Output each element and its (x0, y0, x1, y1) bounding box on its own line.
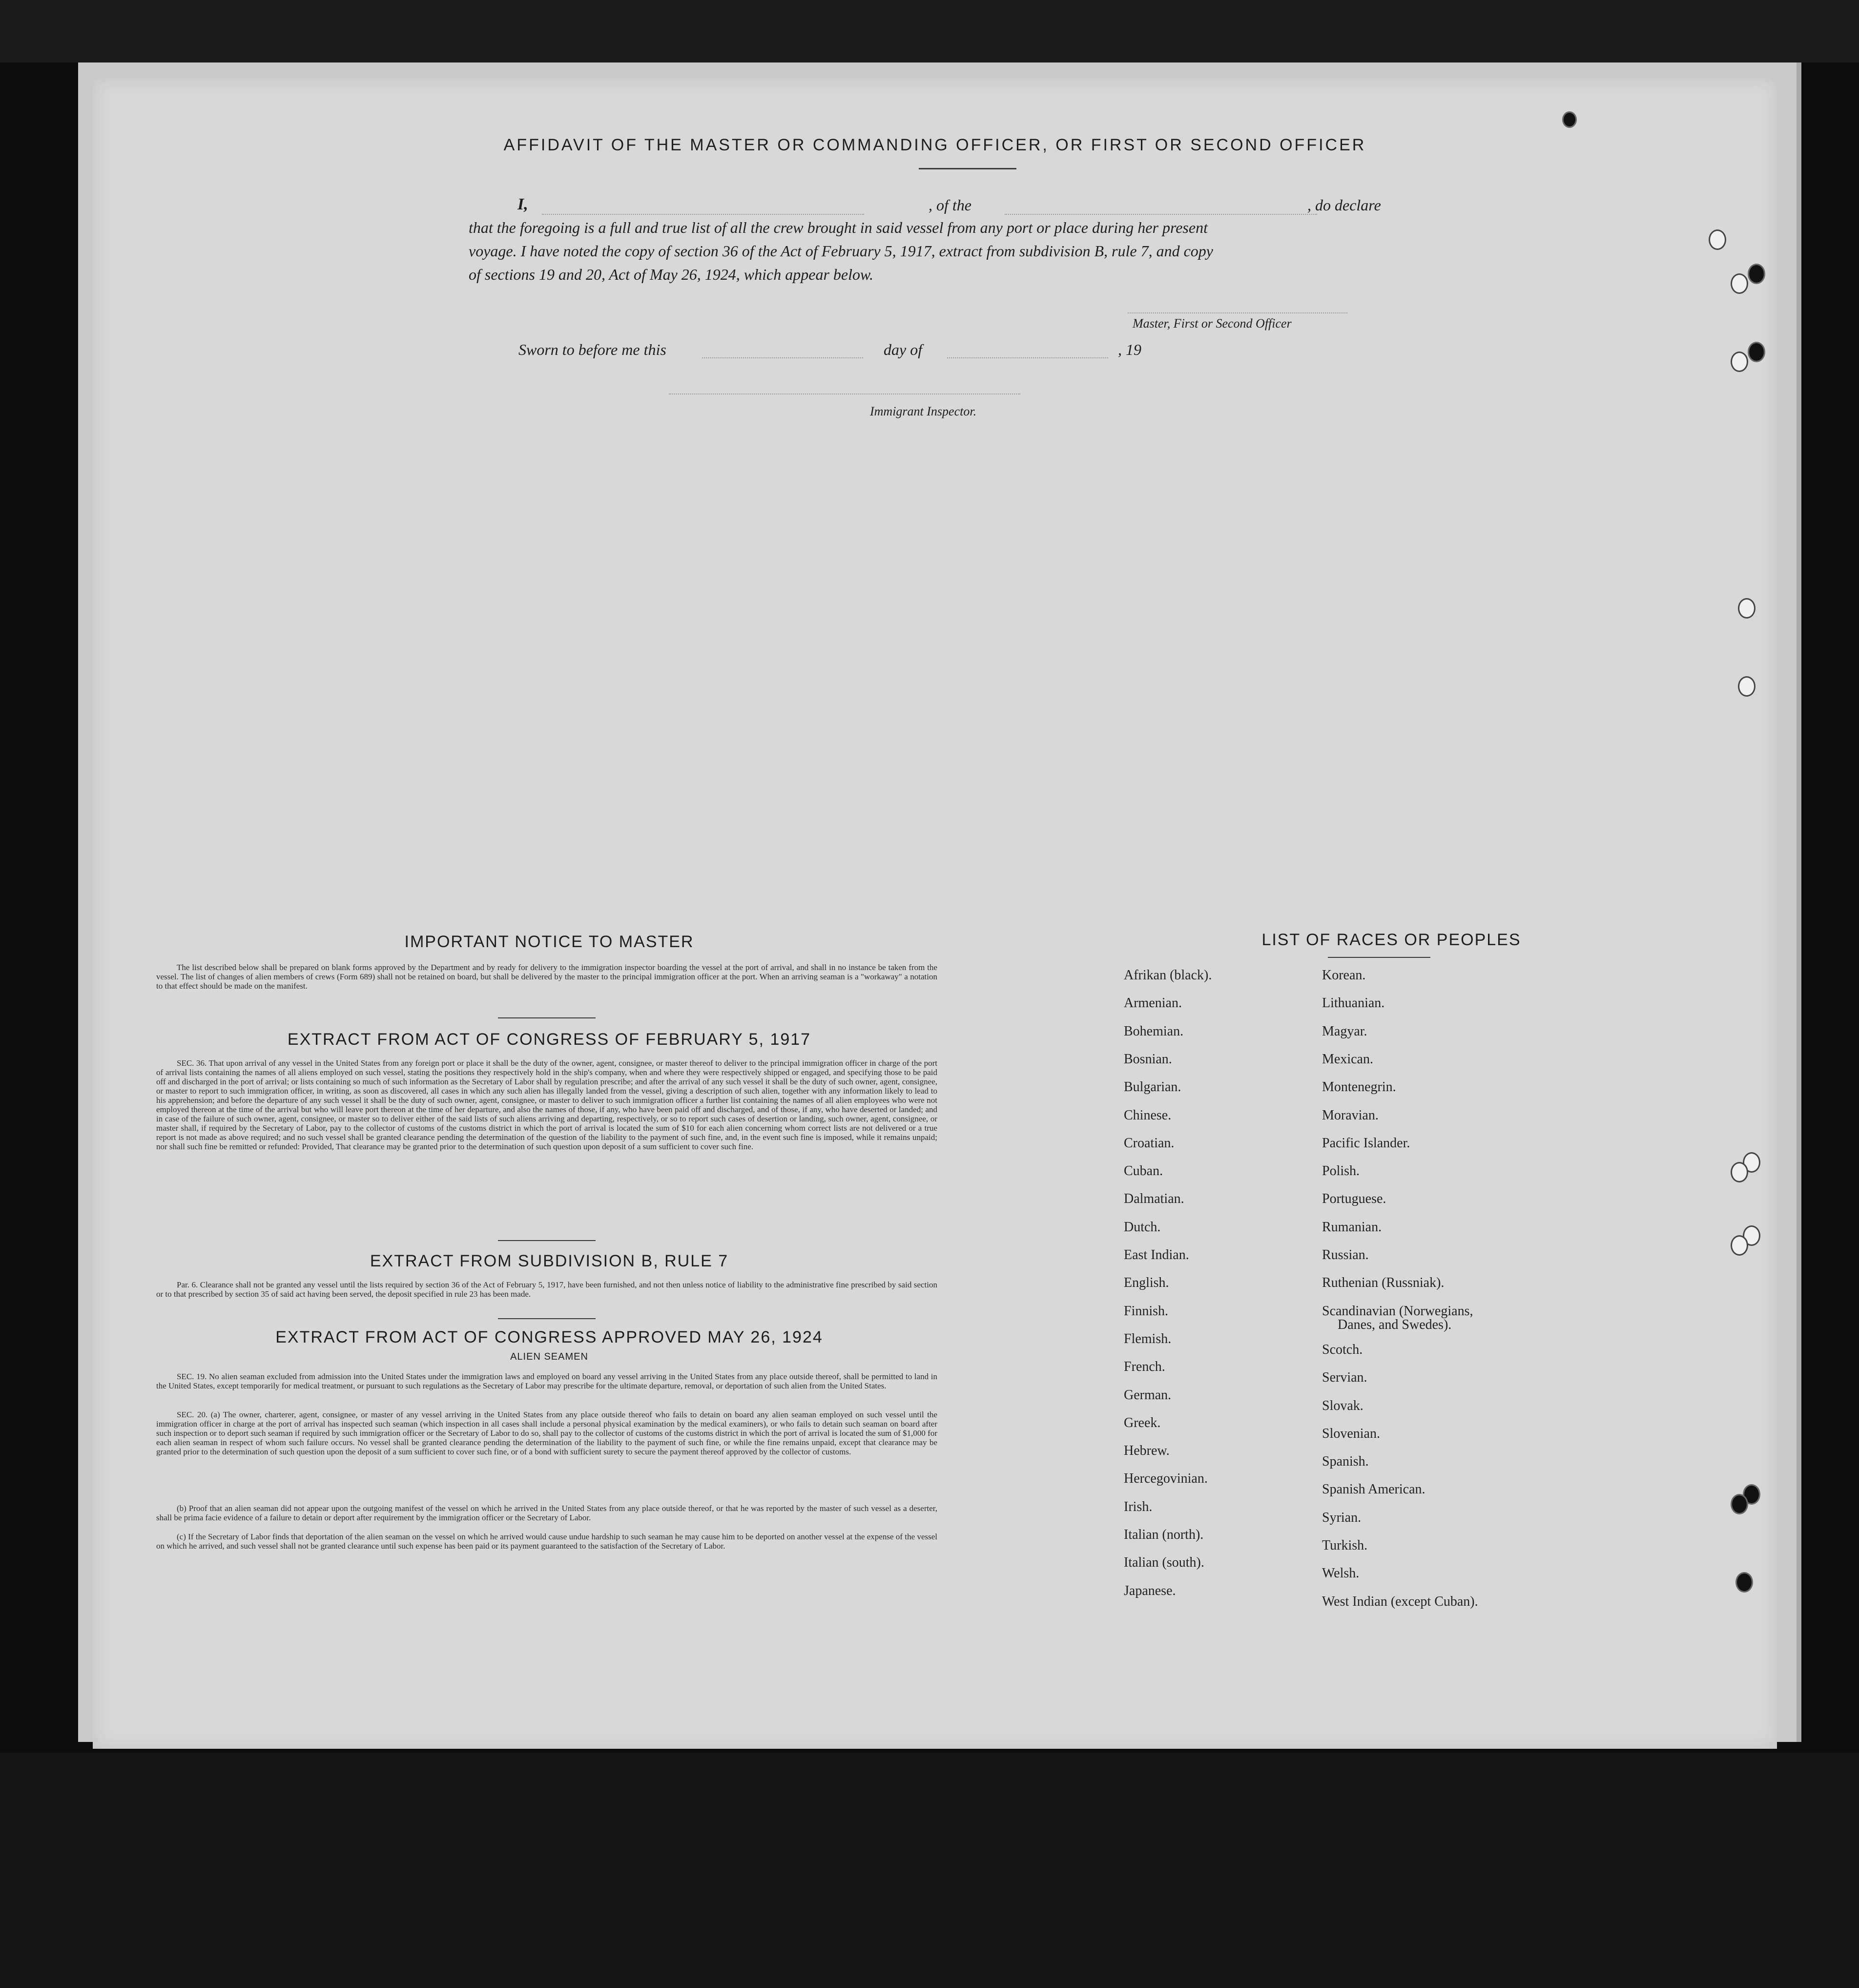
race-item: Magyar. (1322, 1023, 1367, 1039)
sworn-label: Sworn to before me this (518, 341, 666, 358)
extract-1917-title: EXTRACT FROM ACT OF CONGRESS OF FEBRUARY 5, 1917 (287, 1030, 811, 1049)
sworn-month-blank (947, 357, 1108, 358)
race-item: Slovak. (1322, 1398, 1363, 1413)
race-item: Moravian. (1322, 1107, 1379, 1123)
affidavit-of-the: , of the (929, 196, 971, 214)
race-item: Armenian. (1124, 995, 1182, 1011)
race-item: German. (1124, 1387, 1172, 1403)
binder-hole (1731, 1235, 1748, 1256)
affidavit-i: I, (517, 195, 528, 213)
binder-hole (1731, 1494, 1748, 1514)
binder-hole (1735, 1572, 1753, 1593)
race-item: Danes, and Swedes). (1338, 1317, 1452, 1332)
race-item: Croatian. (1124, 1135, 1175, 1151)
extract-1924-subtitle: ALIEN SEAMEN (510, 1351, 588, 1362)
binder-hole (1738, 676, 1756, 697)
sec-20a-text: SEC. 20. (a) The owner, charterer, agent, consignee, or master of any vessel arriving in the United States from any place outside thereof who fails to detain on board any alien seaman employed on such vessel until the immigration officer in charge at the port of arrival has inspected such seaman (which inspection in all cases shall include a personal physical examination by the medical examiners), or who fails to detain such seaman on board after such inspection or to deport such seaman if required by such immigration officer or the Secretary of Labor to do so, shall pay to the collector of customs of the customs district in which the port of arrival is located the sum of $1,000 for each alien seaman in respect of whom such failure occurs. No vessel shall be granted clearance pending the determination of the liability to the payment of such fine, or while the fine remains unpaid, except that clearance may be granted prior to the determination of such question upon the deposit of a sum sufficient to cover such fine, or of a bond with sufficient surety to secure the payment thereof approved by the collector of customs. (156, 1410, 937, 1456)
race-item: Cuban. (1124, 1163, 1163, 1179)
inspector-signature-line (669, 393, 1020, 394)
extract-1924-title: EXTRACT FROM ACT OF CONGRESS APPROVED MAY 26, 1924 (275, 1328, 823, 1346)
race-item: Irish. (1124, 1499, 1153, 1514)
document-page (93, 78, 1777, 1749)
binder-hole (1709, 229, 1726, 250)
race-item: Montenegrin. (1322, 1079, 1396, 1095)
year-label: , 19 (1118, 341, 1141, 358)
race-item: Russian. (1322, 1247, 1369, 1263)
binder-hole (1731, 1162, 1748, 1182)
sec-19-text: SEC. 19. No alien seaman excluded from admission into the United States under the immigration laws and employed on board any vessel arriving in the United States from any place outside thereof, shall be permitted to land in the United States, except temporarily for medical treatment, or pursuant to such regulations as the Secretary of Labor may prescribe for the ultimate departure, removal, or deportation of such alien from the United States. (156, 1372, 937, 1390)
affidavit-line-3: voyage. I have noted the copy of section 36 of the Act of February 5, 1917, extract from subdivision B, rule 7, and copy (469, 242, 1213, 260)
race-item: Pacific Islander. (1322, 1135, 1410, 1151)
binder-hole (1748, 342, 1765, 362)
scan-background-bottom (0, 1753, 1859, 1988)
race-item: Bulgarian. (1124, 1079, 1181, 1095)
race-item: Turkish. (1322, 1538, 1368, 1553)
affidavit-do-declare: , do declare (1307, 196, 1381, 214)
race-item: Greek. (1124, 1415, 1161, 1430)
notice-text: The list described below shall be prepared on blank forms approved by the Department and by ready for delivery to the immigration inspector boarding the vessel at the port of arrival, and shall in no instance be taken from the vessel. The list of changes of alien members of crews (Form 689) shall not be retained on board, but shall be delivered by the master to the principal immigration officer at the port. When an arriving seaman is a "workaway" a notation to that effect should be made on the manifest. (156, 963, 937, 991)
race-item: Syrian. (1322, 1510, 1362, 1525)
name-blank (542, 214, 864, 215)
race-item: Rumanian. (1322, 1219, 1382, 1235)
race-item: Italian (south). (1124, 1555, 1204, 1571)
master-label: Master, First or Second Officer (1133, 316, 1292, 331)
vessel-blank (1005, 214, 1317, 215)
race-item: Lithuanian. (1322, 995, 1385, 1011)
binder-hole (1738, 598, 1756, 619)
day-of-label: day of (884, 341, 923, 358)
binder-hole (1562, 111, 1577, 128)
race-item: Finnish. (1124, 1303, 1169, 1319)
race-item: Scotch. (1322, 1342, 1363, 1357)
extract-1917-text: SEC. 36. That upon arrival of any vessel in the United States from any foreign port or place it shall be the duty of the owner, agent, consignee, or master thereof to deliver to the principal immigration officer in charge of the port of arrival lists containing the names of all aliens employed on such vessel, stating the positions they respectively hold in the ship's company, when and where they were respectively shipped or engaged, and specifying those to be paid off and discharged in the port of arrival; or lists containing so much of such information as the Secretary of Labor shall by regulation prescribe; and after the arrival of any such vessel it shall be the duty of such owner, agent, consignee, or master to report to such immigration officer, in writing, as soon as discovered, all cases in which any such alien has illegally landed from the vessel, giving a description of such alien, together with any information likely to lead to his apprehension; and before the departure of any such vessel it shall be the duty of such owner, agent, consignee, or master to deliver to such immigration officer a further list containing the names of all alien employees who were not employed thereon at the time of the arrival but who will leave port thereon at the time of her departure, and also the names of those, if any, who have been paid off and discharged, and of those, if any, who have deserted or landed; and in case of the failure of such owner, agent, consignee, or master so to deliver either of the said lists of such aliens arriving and departing, respectively, or so to report such cases of desertion or landing, such owner, agent, consignee, or master shall, if required by the Secretary of Labor, pay to the collector of customs of the customs district in which the port of arrival is located the sum of $10 for each alien concerning whom correct lists are not delivered or a true report is not made as above required; and no such vessel shall be granted clearance pending the determination of the question of the liability to the payment of such fine, and, in the event such fine is imposed, while it remains unpaid; nor shall such fine be remitted or refunded: Provided, That clearance may be granted prior to the determination of such question upon deposit of a sum sufficient to cover such fine. (156, 1058, 937, 1151)
race-item: Portuguese. (1322, 1191, 1386, 1207)
race-item: Bohemian. (1124, 1023, 1184, 1039)
races-title-rule (1328, 957, 1430, 958)
extract-1917-rule (498, 1240, 596, 1241)
race-item: Dalmatian. (1124, 1191, 1184, 1207)
race-item: French. (1124, 1359, 1165, 1375)
affidavit-line-4: of sections 19 and 20, Act of May 26, 1924, which appear below. (469, 266, 873, 283)
rule-7-rule (498, 1318, 596, 1319)
race-item: Spanish. (1322, 1454, 1369, 1470)
race-item: Scandinavian (Norwegians, (1322, 1303, 1473, 1319)
race-item: Hebrew. (1124, 1443, 1170, 1459)
race-item: English. (1124, 1275, 1169, 1291)
rule-7-text: Par. 6. Clearance shall not be granted any vessel until the lists required by section 36 of the Act of February 5, 1917, have been furnished, and not then unless notice of liability to the administrative fine prescribed by said section or to that prescribed by section 35 of said act having been served, the deposit specified in rule 23 has been made. (156, 1280, 937, 1299)
race-item: Japanese. (1124, 1583, 1176, 1598)
notice-rule (498, 1017, 596, 1018)
race-item: East Indian. (1124, 1247, 1189, 1263)
binder-hole (1731, 273, 1748, 294)
race-item: Bosnian. (1124, 1051, 1172, 1067)
rule-7-title: EXTRACT FROM SUBDIVISION B, RULE 7 (370, 1252, 729, 1270)
race-item: Italian (north). (1124, 1527, 1204, 1542)
race-item: Dutch. (1124, 1219, 1161, 1235)
race-item: Flemish. (1124, 1331, 1172, 1346)
race-item: Welsh. (1322, 1566, 1360, 1581)
binder-hole (1731, 352, 1748, 372)
race-item: West Indian (except Cuban). (1322, 1594, 1478, 1609)
race-item: Chinese. (1124, 1107, 1172, 1123)
race-item: Polish. (1322, 1163, 1360, 1179)
master-signature-line (1128, 312, 1347, 313)
race-item: Spanish American. (1322, 1482, 1425, 1497)
race-item: Ruthenian (Russniak). (1322, 1275, 1445, 1291)
race-item: Servian. (1322, 1370, 1367, 1386)
sec-20b-text: (b) Proof that an alien seaman did not appear upon the outgoing manifest of the vessel on which he arrived in the United States from any place outside thereof, or that he was reported by the master of such vessel as a deserter, shall be prima facie evidence of a failure to detain or deport after requirement by the immigration officer or the Secretary of Labor. (156, 1504, 937, 1522)
race-item: Mexican. (1322, 1051, 1373, 1067)
inspector-label: Immigrant Inspector. (870, 404, 977, 418)
race-item: Hercegovinian. (1124, 1471, 1208, 1487)
affidavit-title-rule (919, 168, 1016, 169)
affidavit-title: AFFIDAVIT OF THE MASTER OR COMMANDING OFFICER, OR FIRST OR SECOND OFFICER (503, 136, 1366, 154)
race-item: Korean. (1322, 968, 1366, 983)
scan-background-top (0, 0, 1859, 62)
sec-20c-text: (c) If the Secretary of Labor finds that deportation of the alien seaman on the vessel on which he arrived would cause undue hardship to such seaman he may cause him to be deported on another vessel at the expense of the vessel on which he arrived, and such vessel shall not be granted clearance until such expense has been paid or its payment guaranteed to the satisfaction of the Secretary of Labor. (156, 1532, 937, 1551)
races-title: LIST OF RACES OR PEOPLES (1261, 931, 1521, 949)
affidavit-line-2: that the foregoing is a full and true list of all the crew brought in said vessel from any port or place during her present (469, 219, 1208, 236)
sworn-day-blank (702, 357, 863, 358)
race-item: Afrikan (black). (1124, 968, 1212, 983)
binder-hole (1748, 264, 1765, 284)
notice-title: IMPORTANT NOTICE TO MASTER (404, 932, 694, 951)
race-item: Slovenian. (1322, 1426, 1380, 1441)
